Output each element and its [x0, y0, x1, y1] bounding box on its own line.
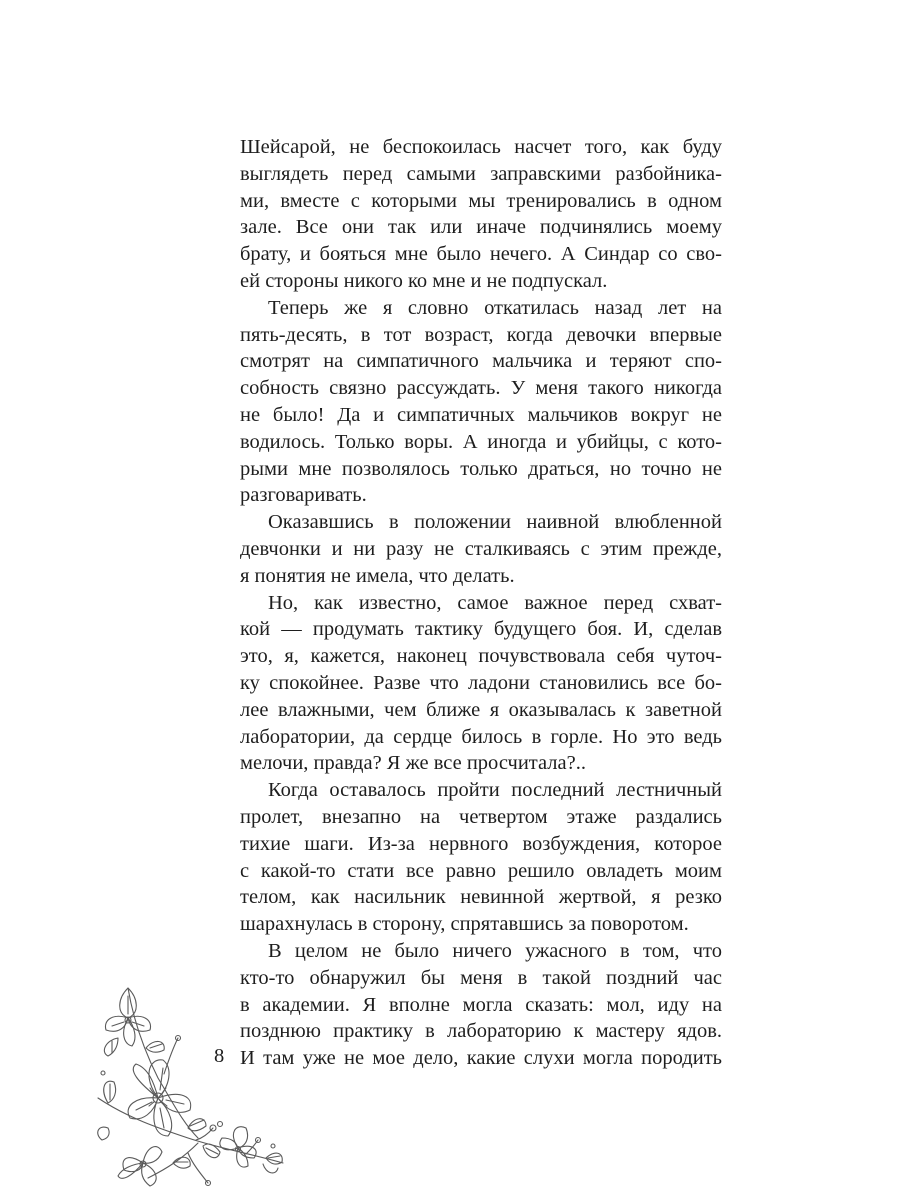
text-line: не было! Да и симпатичных мальчиков вокруг не — [240, 403, 722, 426]
text-line: зале. Все они так или иначе подчинялись моему — [240, 216, 722, 239]
text-line: выглядеть перед самыми заправскими разбойника- — [240, 162, 722, 185]
text-line: в академии. Я вполне могла сказать: мол, иду на — [240, 993, 722, 1016]
text-line: И там уже не мое дело, какие слухи могла породить — [240, 1047, 722, 1070]
text-line: с какой-то стати все равно решило овладеть моим — [240, 859, 722, 882]
text-line: Теперь же я словно откатилась назад лет на — [268, 296, 722, 319]
text-line: лаборатории, да сердце билось в горле. Но это ведь — [240, 725, 722, 748]
text-line: ку спокойнее. Разве что ладони становились все бо- — [240, 671, 722, 694]
text-line: Но, как известно, самое важное перед схват- — [268, 591, 722, 614]
body-text — [240, 134, 722, 1072]
text-line: кто-то обнаружил бы меня в такой поздний час — [240, 966, 722, 989]
text-line: это, я, кажется, наконец почувствовала себя чуточ- — [240, 645, 722, 668]
text-line: пять-десять, в тот возраст, когда девочки впервые — [240, 323, 722, 346]
text-line: кой — продумать тактику будущего боя. И, сделав — [240, 618, 722, 641]
text-line: Оказавшись в положении наивной влюбленной — [268, 511, 722, 534]
text-line: смотрят на симпатичного мальчика и теряют спо- — [240, 350, 722, 373]
text-line: мелочи, правда? Я же все просчитала?.. — [240, 752, 586, 775]
text-line: позднюю практику в лабораторию к мастеру ядов. — [240, 1020, 722, 1043]
text-line: Шейсарой, не беспокоилась насчет того, как буду — [240, 136, 722, 158]
text-line: тихие шаги. Из-за нервного возбуждения, которое — [240, 832, 722, 855]
text-line: собность связно рассуждать. У меня такого никогда — [240, 377, 722, 400]
text-line: лее влажными, чем ближе я оказывалась к заветной — [240, 698, 722, 721]
text-line: ми, вместе с которыми мы тренировались в одном — [240, 189, 722, 212]
text-line: девчонки и ни разу не сталкиваясь с этим прежде, — [240, 537, 722, 560]
text-line: В целом не было ничего ужасного в том, что — [268, 939, 722, 962]
text-line: рыми мне позволялось только драться, но точно не — [240, 457, 722, 480]
text-line: шарахнулась в сторону, спрятавшись за поворотом. — [240, 913, 689, 936]
text-line: телом, как насильник невинной жертвой, я резко — [240, 886, 722, 909]
text-line: брату, и бояться мне было нечего. А Синдар со сво- — [240, 243, 722, 266]
text-line: пролет, внезапно на четвертом этаже раздались — [240, 805, 722, 828]
text-line: водилось. Только воры. А иногда и убийцы, с кото- — [240, 430, 722, 453]
text-line: я понятия не имела, что делать. — [240, 564, 515, 587]
text-line: разговаривать. — [240, 484, 367, 507]
text-line: ей стороны никого ко мне и не подпускал. — [240, 269, 608, 292]
text-line: Когда оставалось пройти последний лестничный — [268, 779, 722, 802]
floral-ornament-icon — [88, 978, 288, 1200]
page-number: 8 — [214, 1045, 225, 1067]
